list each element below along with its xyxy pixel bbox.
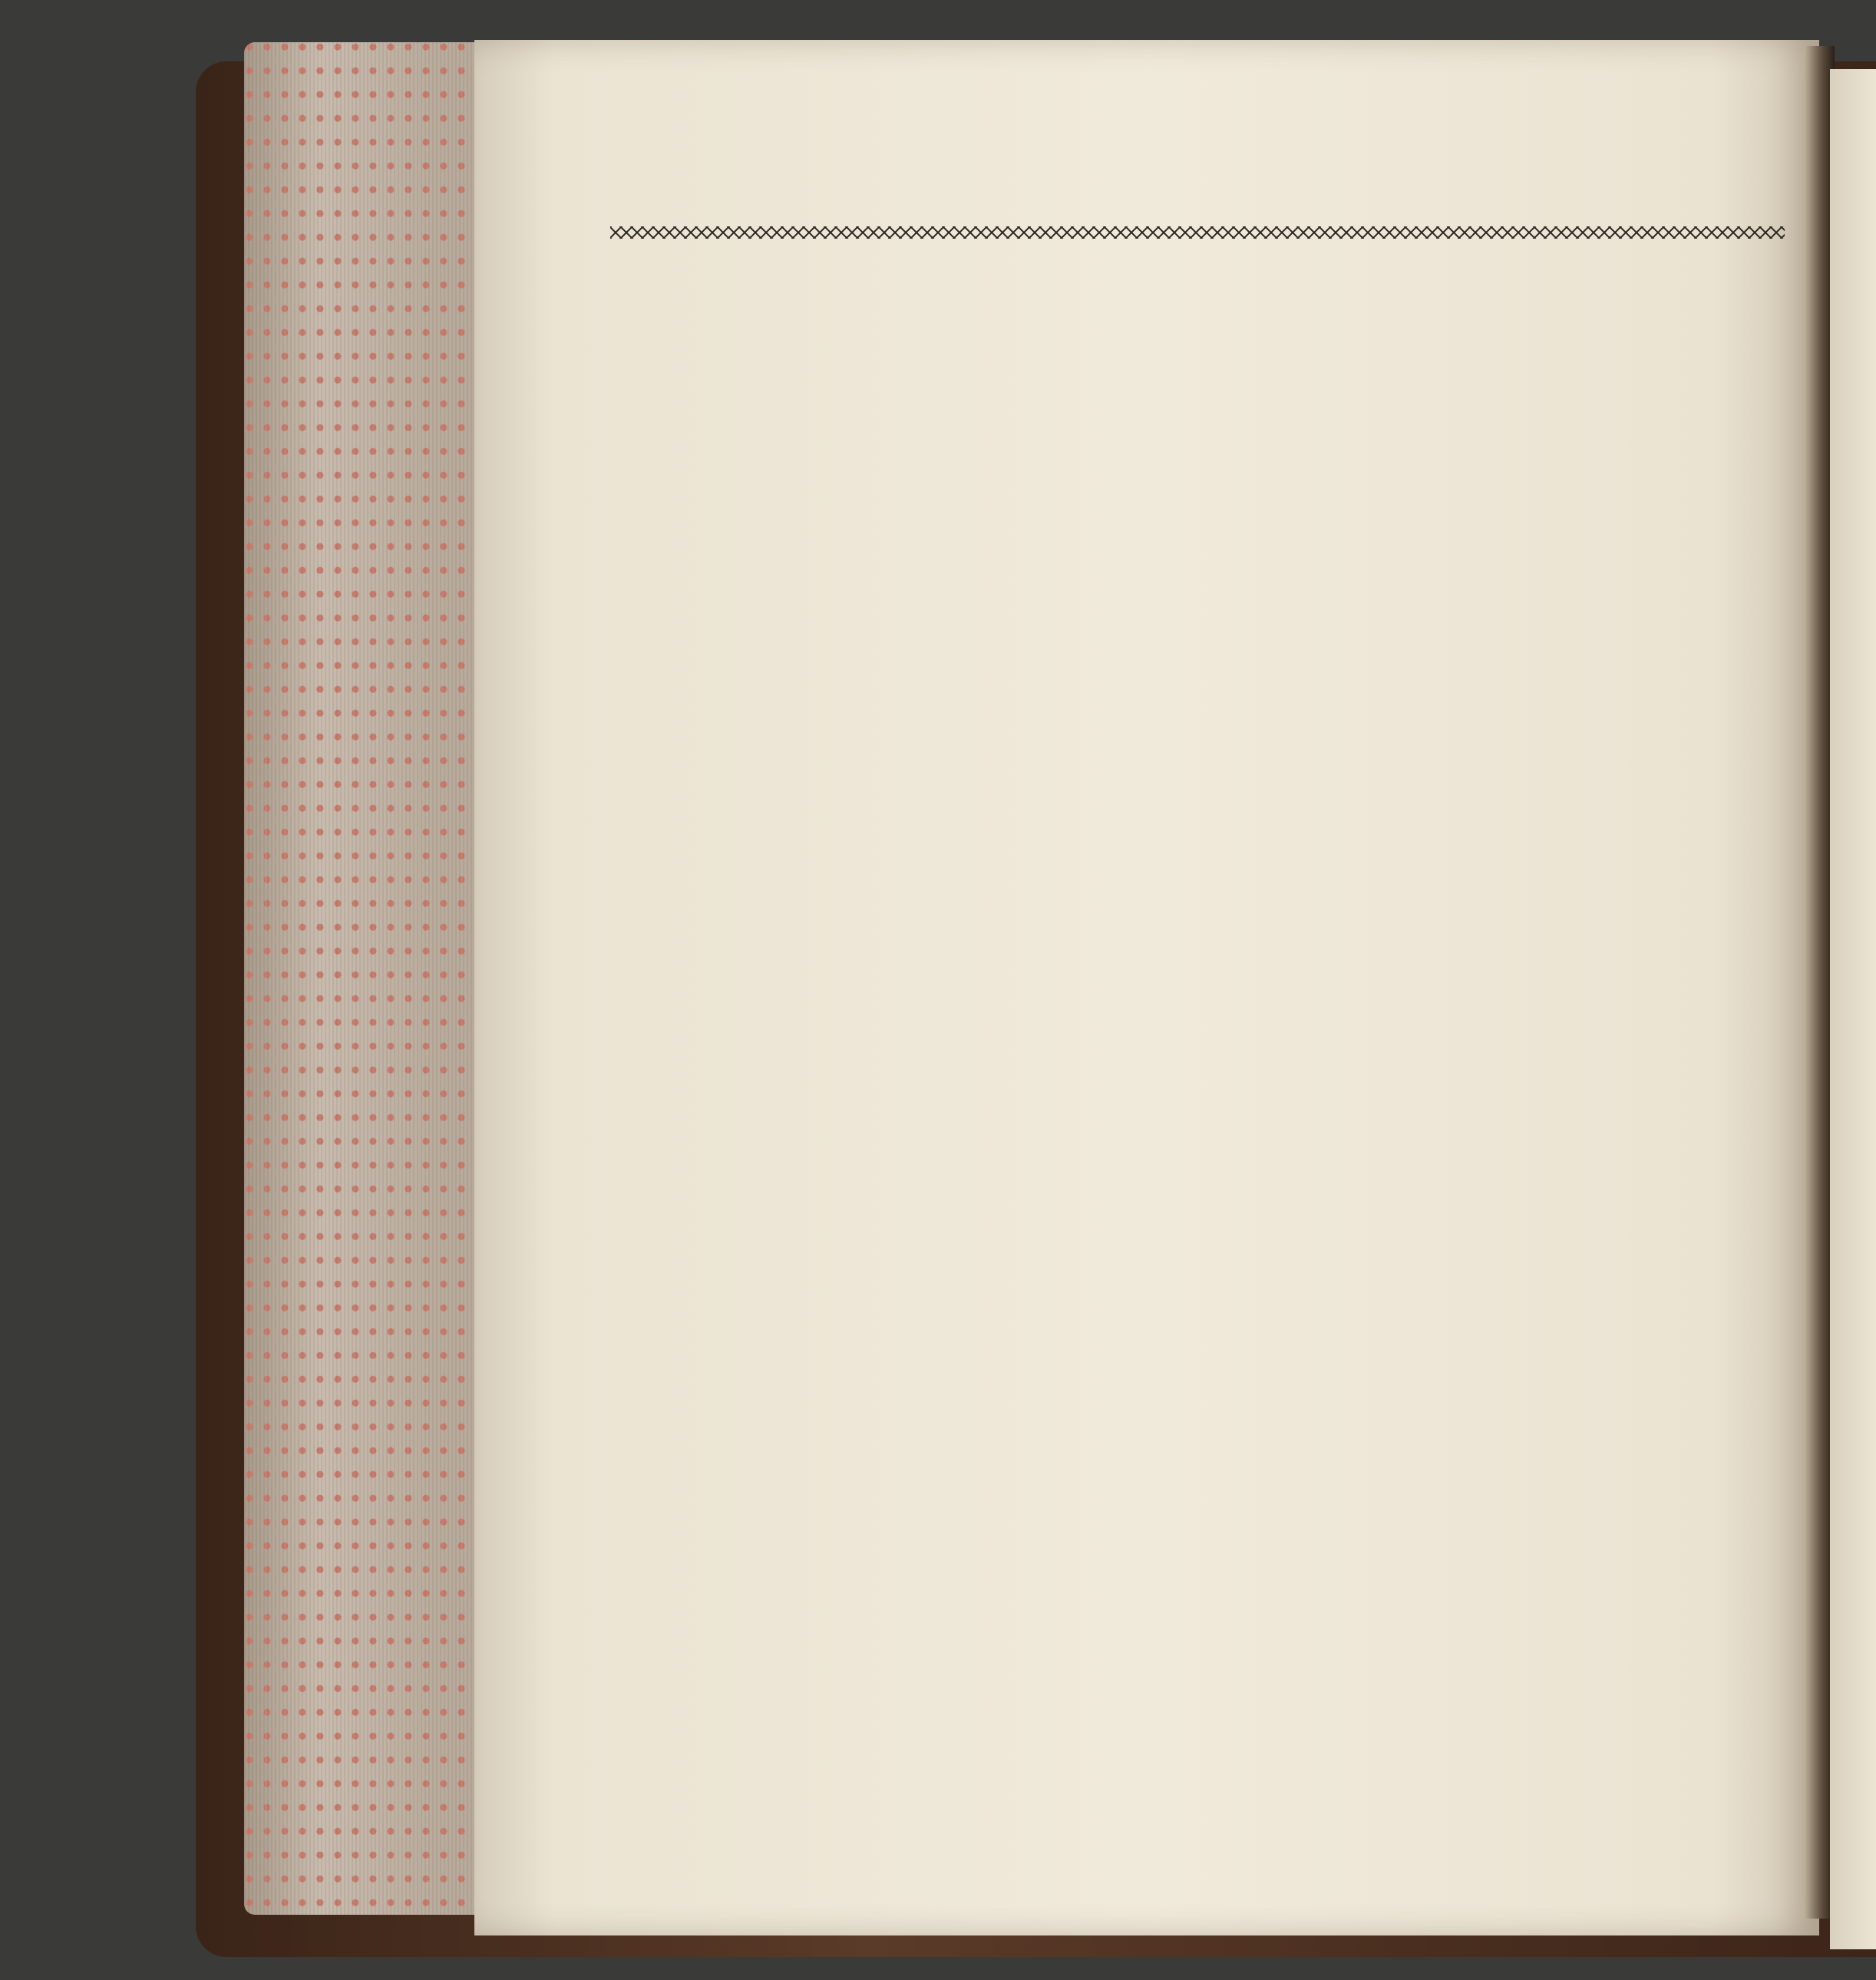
left-text-column — [628, 510, 1207, 516]
running-head — [614, 127, 1781, 173]
printers-ornament-band — [610, 184, 1785, 292]
facing-page-edge — [1830, 69, 1876, 1949]
left-page — [474, 40, 1819, 1935]
ornament-icon — [610, 184, 1785, 292]
page-edges — [244, 42, 497, 1915]
